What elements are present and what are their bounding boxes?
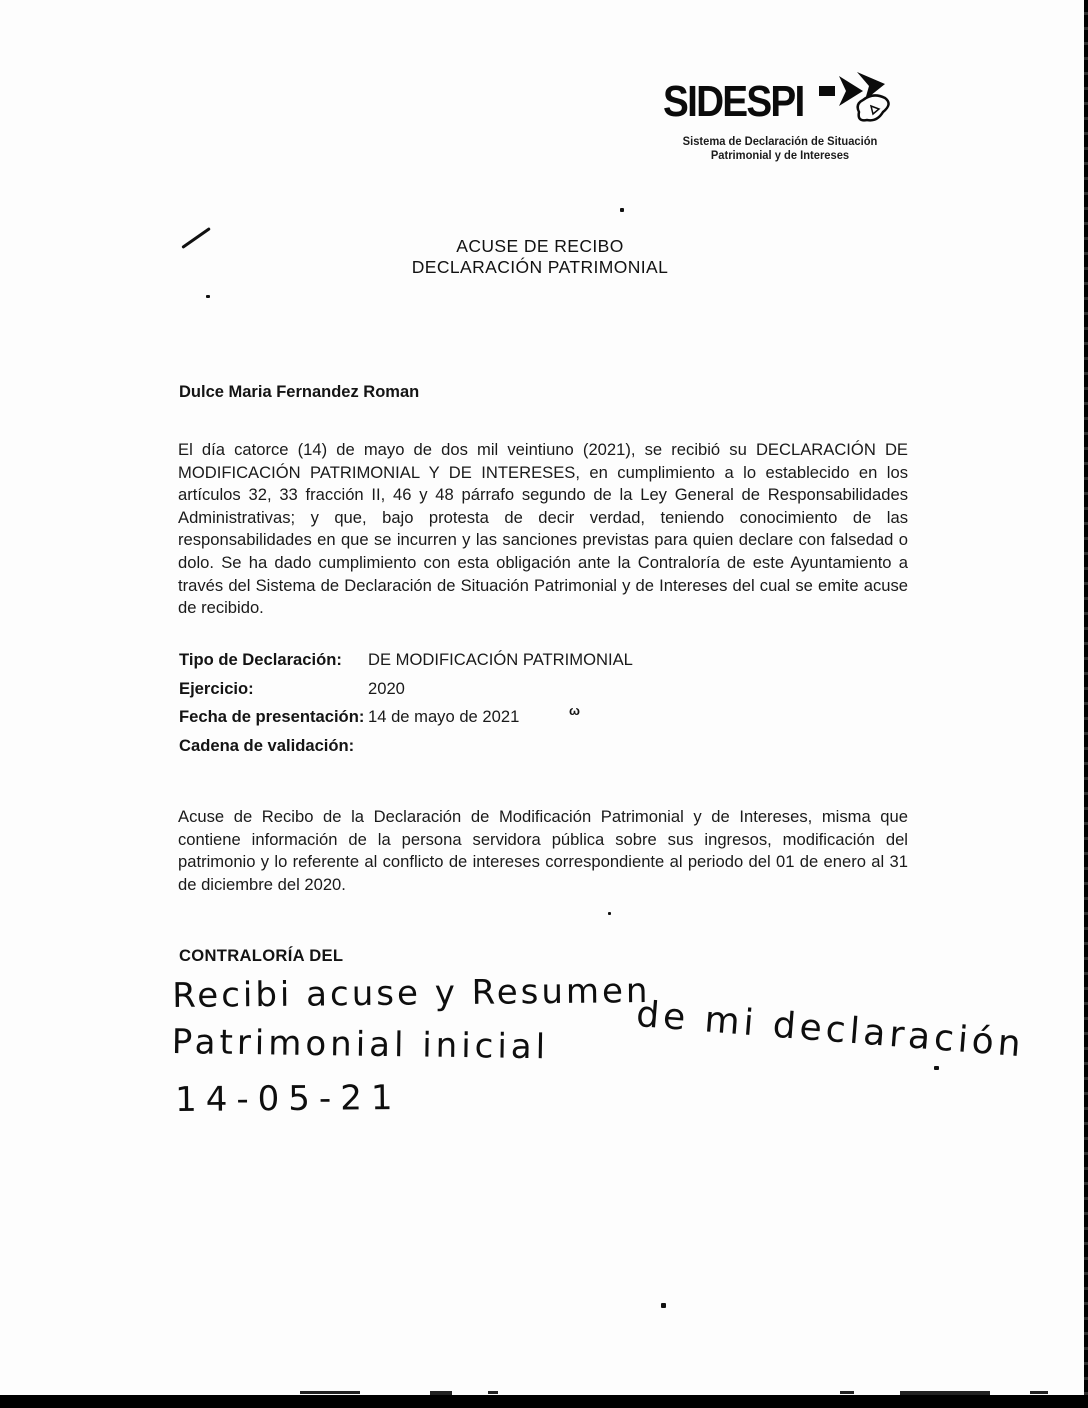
logo-subtitle-line1: Sistema de Declaración de Situación <box>682 136 878 148</box>
body-paragraph-2: Acuse de Recibo de la Declaración de Modificación Patrimonial y de Intereses, misma que contiene información de la persona servidora pública sobre sus ingresos, modificación del patrimonio y lo referente al conflicto de intereses correspondiente al periodo del 01 de enero al 31 de diciembre del 2020. <box>178 807 908 894</box>
arrow-right-icon <box>819 70 897 133</box>
handwriting-line1-right: de mi declaración <box>634 994 1027 1066</box>
pen-dot <box>934 1066 939 1070</box>
detail-value: 14 de mayo de 2021 <box>368 707 520 726</box>
detail-value: DE MODIFICACIÓN PATRIMONIAL <box>368 650 633 669</box>
scan-right-edge-line <box>1084 0 1088 1408</box>
pen-squiggle-mark: ω <box>569 703 580 718</box>
scan-speck <box>300 1391 360 1394</box>
detail-row-cadena <box>179 736 819 765</box>
detail-row-tipo <box>179 650 819 679</box>
handwriting-date: 14-05-21 <box>175 1078 402 1120</box>
contraloria-heading: CONTRALORÍA DEL <box>179 946 344 965</box>
declaration-details <box>179 650 819 764</box>
title-line-2: DECLARACIÓN PATRIMONIAL <box>411 257 669 277</box>
handwriting-line1-left: Recibi acuse y Resumen <box>172 970 651 1016</box>
detail-value: 2020 <box>368 678 405 698</box>
page-title <box>300 236 780 278</box>
ink-dot <box>206 295 210 298</box>
logo-wordmark: SIDESPI <box>663 76 804 126</box>
detail-label: Cadena de validación: <box>179 735 355 755</box>
title-line-1: ACUSE DE RECIBO <box>456 236 624 256</box>
scan-speck <box>840 1391 854 1394</box>
scan-speck <box>488 1391 498 1394</box>
scan-speck <box>900 1391 990 1395</box>
scan-bottom-bar <box>0 1395 1088 1408</box>
body-paragraph-1: El día catorce (14) de mayo de dos mil veintiuno (2021), se recibió su DECLARACIÓN DE MODIFICACIÓN PATRIMONIAL Y DE INTERESES, en cumplimiento a lo establecido en los artículos 32, 33 fracción II, 46 y 48 párrafo segundo de la Ley General de Responsabilidades Administrativas; y que, bajo protesta de decir verdad, teniendo conocimiento de las responsabilidades en que se incurren y las sanciones previstas para quien declare con falsedad o dolo. Se ha dado cumplimiento con esta obligación ante la Contraloría de este Ayuntamiento a través del Sistema de Declaración de Situación Patrimonial y de Intereses del cual se emite acuse de recibido. <box>178 440 908 618</box>
scan-speck <box>1030 1391 1048 1394</box>
logo-subtitle-line2: Patrimonial y de Intereses <box>710 150 850 162</box>
scan-speck <box>430 1391 452 1395</box>
ink-dot <box>620 208 624 212</box>
pen-slash-mark <box>181 227 211 249</box>
handwriting-line2: Patrimonial inicial <box>171 1022 550 1068</box>
detail-row-fecha <box>179 707 819 736</box>
detail-row-ejercicio <box>179 679 819 708</box>
recipient-name: Dulce Maria Fernandez Roman <box>179 383 420 401</box>
detail-label: Tipo de Declaración: <box>179 650 342 669</box>
detail-label: Fecha de presentación: <box>179 707 365 726</box>
sidespi-logo <box>660 70 900 163</box>
detail-label: Ejercicio: <box>179 678 254 698</box>
ink-dot <box>608 912 611 915</box>
ink-dot <box>661 1303 666 1308</box>
